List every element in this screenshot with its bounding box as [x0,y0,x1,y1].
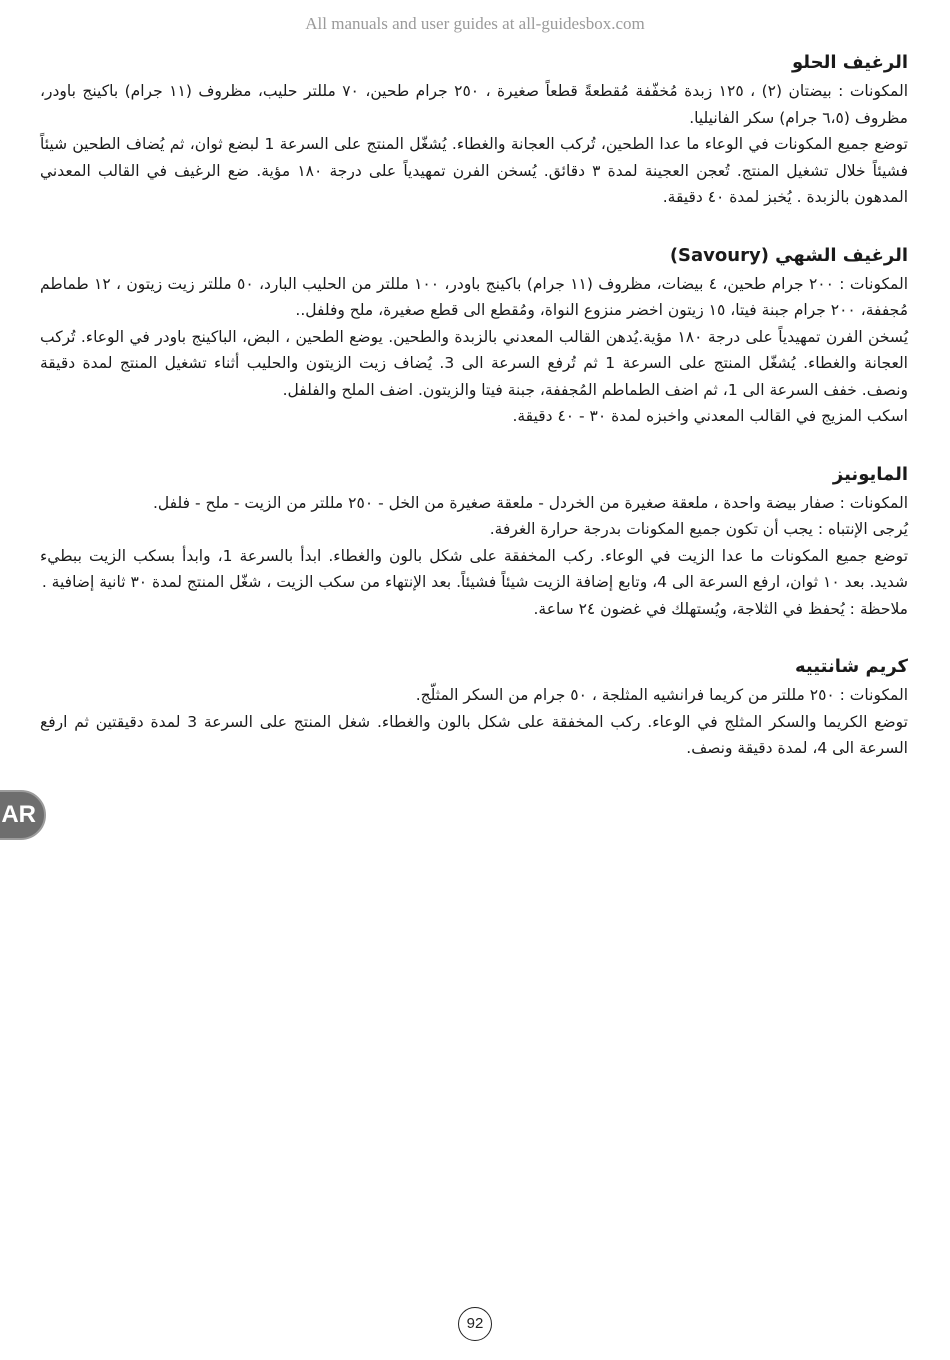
language-tab-label: AR [1,801,36,828]
recipe-chantilly-cream [40,652,908,762]
recipe-paragraph: المكونات : بيضتان (٢) ، ١٢٥ زبدة مُخفّفة مُقطعةً قطعاً صغيرة ، ٢٥٠ جرام طحين، ٧٠ مللتر حليب، مظروف (١١ جرام) باكينج باودر، مظروف (٦،٥ جرام) سكر الفانيليا. [40,82,909,127]
recipe-savoury-loaf [40,241,908,430]
recipe-title: كريم شانتييه [795,656,908,677]
recipe-title: المايونيز [832,463,908,485]
recipe-title: الرغيف الحلو [791,52,908,73]
recipe-paragraph: يُسخن الفرن تمهيدياً على درجة ١٨٠ مؤية.يُدهن القالب المعدني بالزبدة والطحين. يوضع الطحين ، البض، الباكينج باودر في الوعاء. تُركب العجانة والغطاء. يُشغّل المنتج على السرعة 1 ثم تُرفع السرعة الى 3. يُضاف زيت الزيتون والحليب أثناء تشغيل المنتج لمدة دقيقة ونصف. خفف السرعة الى 1، ثم اضف الطماطم المُجففة، جبنة فيتا والزيتون. اضف الملح والفلفل. [40,327,909,399]
recipe-paragraph: توضع الكريما والسكر المثلج في الوعاء. ركب المخفقة على شكل بالون والغطاء. شغل المنتج على السرعة 3 لمدة دقيقتين ثم ارفع السرعة الى 4، لمدة دقيقة ونصف. [40,712,908,757]
recipe-paragraph: توضع جميع المكونات ما عدا الزيت في الوعاء. ركب المخفقة على شكل بالون والغطاء. ابدأ بالسرعة 1، وابدأ بسكب الزيت ببطيء شديد. بعد ١٠ ثوان، ارفع السرعة الى 4، وتابع إضافة الزيت شيئاً فشيئاً. بعد الإنتهاء من سكب الزيت ، شغّل المنتج لمدة ٣٠ ثانية إضافية . [40,546,909,591]
watermark-text: All manuals and user guides at all-guidesbox.com [305,14,645,33]
recipe-paragraph: اسكب المزيج في القالب المعدني واخبزه لمدة ٣٠ - ٤٠ دقيقة. [512,407,908,425]
recipe-paragraph: المكونات : ٢٠٠ جرام طحين، ٤ بيضات، مظروف (١١ جرام) باكينج باودر، ١٠٠ مللتر من الحليب البارد، ٥٠ مللتر زيت زيتون ، ١٢ طماطم مُجففة، ٢٠٠ جرام جبنة فيتا، ١٥ زيتون اخضر منزوع النواة، ومُقطع الى قطع صغيرة، ملح وفلفل.. [40,274,909,319]
recipe-title: الرغيف الشهي (Savoury) [669,244,908,266]
recipe-paragraph: يُرجى الإنتباه : يجب أن تكون جميع المكونات بدرجة حرارة الغرفة. [489,520,908,538]
page-number: 92 [458,1307,492,1341]
recipe-paragraph: المكونات : صفار بيضة واحدة ، ملعقة صغيرة من الخردل - ملعقة صغيرة من الخل - ٢٥٠ مللتر من الزيت - ملح - فلفل. [152,493,908,512]
recipe-paragraph: المكونات : ٢٥٠ مللتر من كريما فرانشيه المثلجة ، ٥٠ جرام من السكر المثلّج. [415,686,908,704]
language-tab [0,790,46,840]
document-body [40,48,908,792]
recipe-note: ملاحظة : يُحفظ في الثلاجة، ويُستهلك في غضون ٢٤ ساعة. [533,599,908,618]
recipe-sweet-loaf [40,48,908,211]
recipe-mayonnaise [40,460,908,623]
recipe-paragraph: توضع جميع المكونات في الوعاء ما عدا الطحين، تُركب العجانة والغطاء. يُشغّل المنتج على السرعة 1 لبضع ثوان، ثم يُضاف الطحين شيئاً فشيئاً خلال تشغيل المنتج. تُعجن العجينة لمدة ٣ دقائق. يُسخن الفرن تمهيدياً على درجة ١٨٠ مؤية. ضع الرغيف في القالب المعدني المدهون بالزبدة . يُخبز لمدة ٤٠ دقيقة. [40,135,908,206]
